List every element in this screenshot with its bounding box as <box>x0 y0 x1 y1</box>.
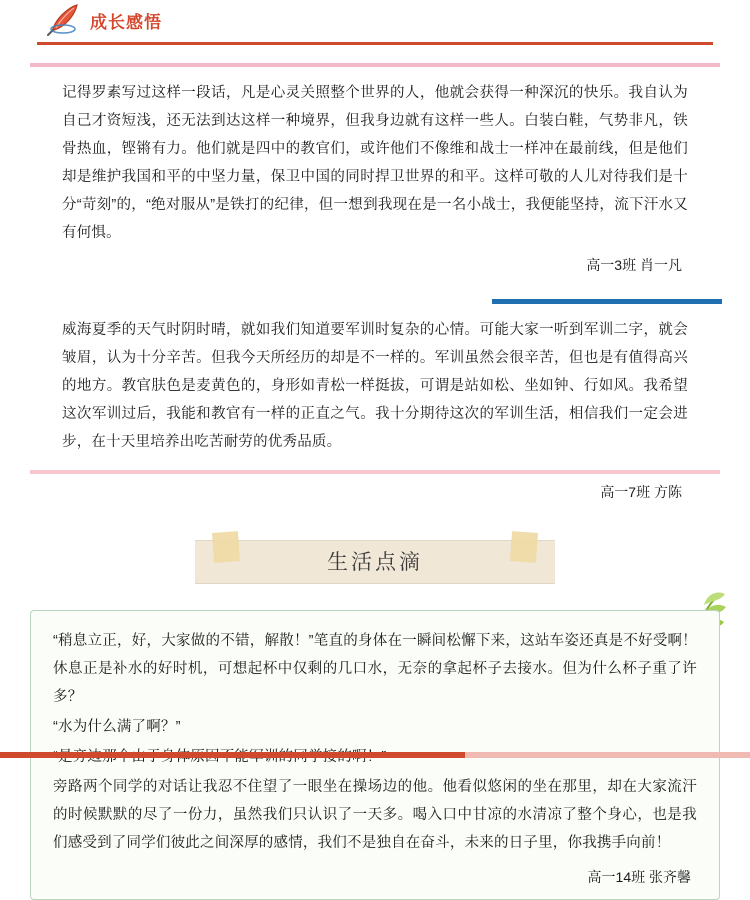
section-title-life: 生活点滴 <box>327 550 423 574</box>
article-body: 记得罗素写过这样一段话，凡是心灵关照整个世界的人，他就会获得一种深沉的快乐。我自认为自己才资短浅，还无法到达这样一种境界，但我身边就有这样一些人。白装白鞋，气势非凡，铁骨热血，铿锵有力。他们就是四中的教官们，或许他们不像维和战士一样冲在最前线，但是他们却是维护我国和平的中坚力量，保卫中国的同时捍卫世界的和平。这样可敬的人儿对待我们是十分“苛刻”的，“绝对服从”是铁打的纪律，但一想到我现在是一名小战士，我便能坚持，流下汗水又有何惧。 <box>62 85 688 241</box>
article-byline: 高一7班 方陈 <box>600 484 682 500</box>
section-title-growth: 成长感悟 <box>90 12 162 32</box>
callout-paragraph: 旁路两个同学的对话让我忍不住望了一眼坐在操场边的他。他看似悠闲的坐在那里，却在大家流汗的时候默默的尽了一份力，虽然我们只认识了一天多。喝入口中甘凉的水清凉了整个身心，也是我们感受到了同学们彼此之间深厚的感情，我们不是独自在奋斗，未来的日子里，你我携手向前！ <box>53 779 697 851</box>
footer-stripe <box>0 752 750 758</box>
article-byline: 高一3班 肖一凡 <box>586 257 682 273</box>
article-divider-pink-2 <box>30 470 720 474</box>
article-divider-blue <box>492 299 722 304</box>
section-header-life <box>195 532 555 588</box>
callout-paragraph: “稍息立正，好，大家做的不错，解散！”笔直的身体在一瞬间松懈下来，这站车姿还真是不好受啊！休息正是补水的好时机，可想起杯中仅剩的几口水，无奈的拿起杯子去接水。但为什么杯子重了许多？ <box>53 633 697 705</box>
callout-byline: 高一14班 张齐馨 <box>587 869 691 885</box>
callout-paragraph: “水为什么满了啊？” <box>53 719 181 735</box>
article-divider-pink <box>30 63 720 67</box>
quill-pen-icon <box>46 2 82 36</box>
article-growth-2-byline-wrap <box>30 482 720 502</box>
section-divider-red <box>37 42 713 45</box>
article-growth-1 <box>30 79 720 275</box>
section-header-growth <box>0 0 750 40</box>
article-body: 威海夏季的天气时阴时晴，就如我们知道要军训时复杂的心情。可能大家一听到军训二字，就会皱眉，认为十分辛苦。但我今天所经历的却是不一样的。军训虽然会很辛苦，但也是有值得高兴的地方。教官肤色是麦黄色的，身形如青松一样挺拔，可谓是站如松、坐如钟、行如风。我希望这次军训过后，我能和教官有一样的正直之气。我十分期待这次的军训生活，相信我们一定会进步，在十天里培养出吃苦耐劳的优秀品质。 <box>62 322 688 450</box>
article-growth-2 <box>30 316 720 456</box>
